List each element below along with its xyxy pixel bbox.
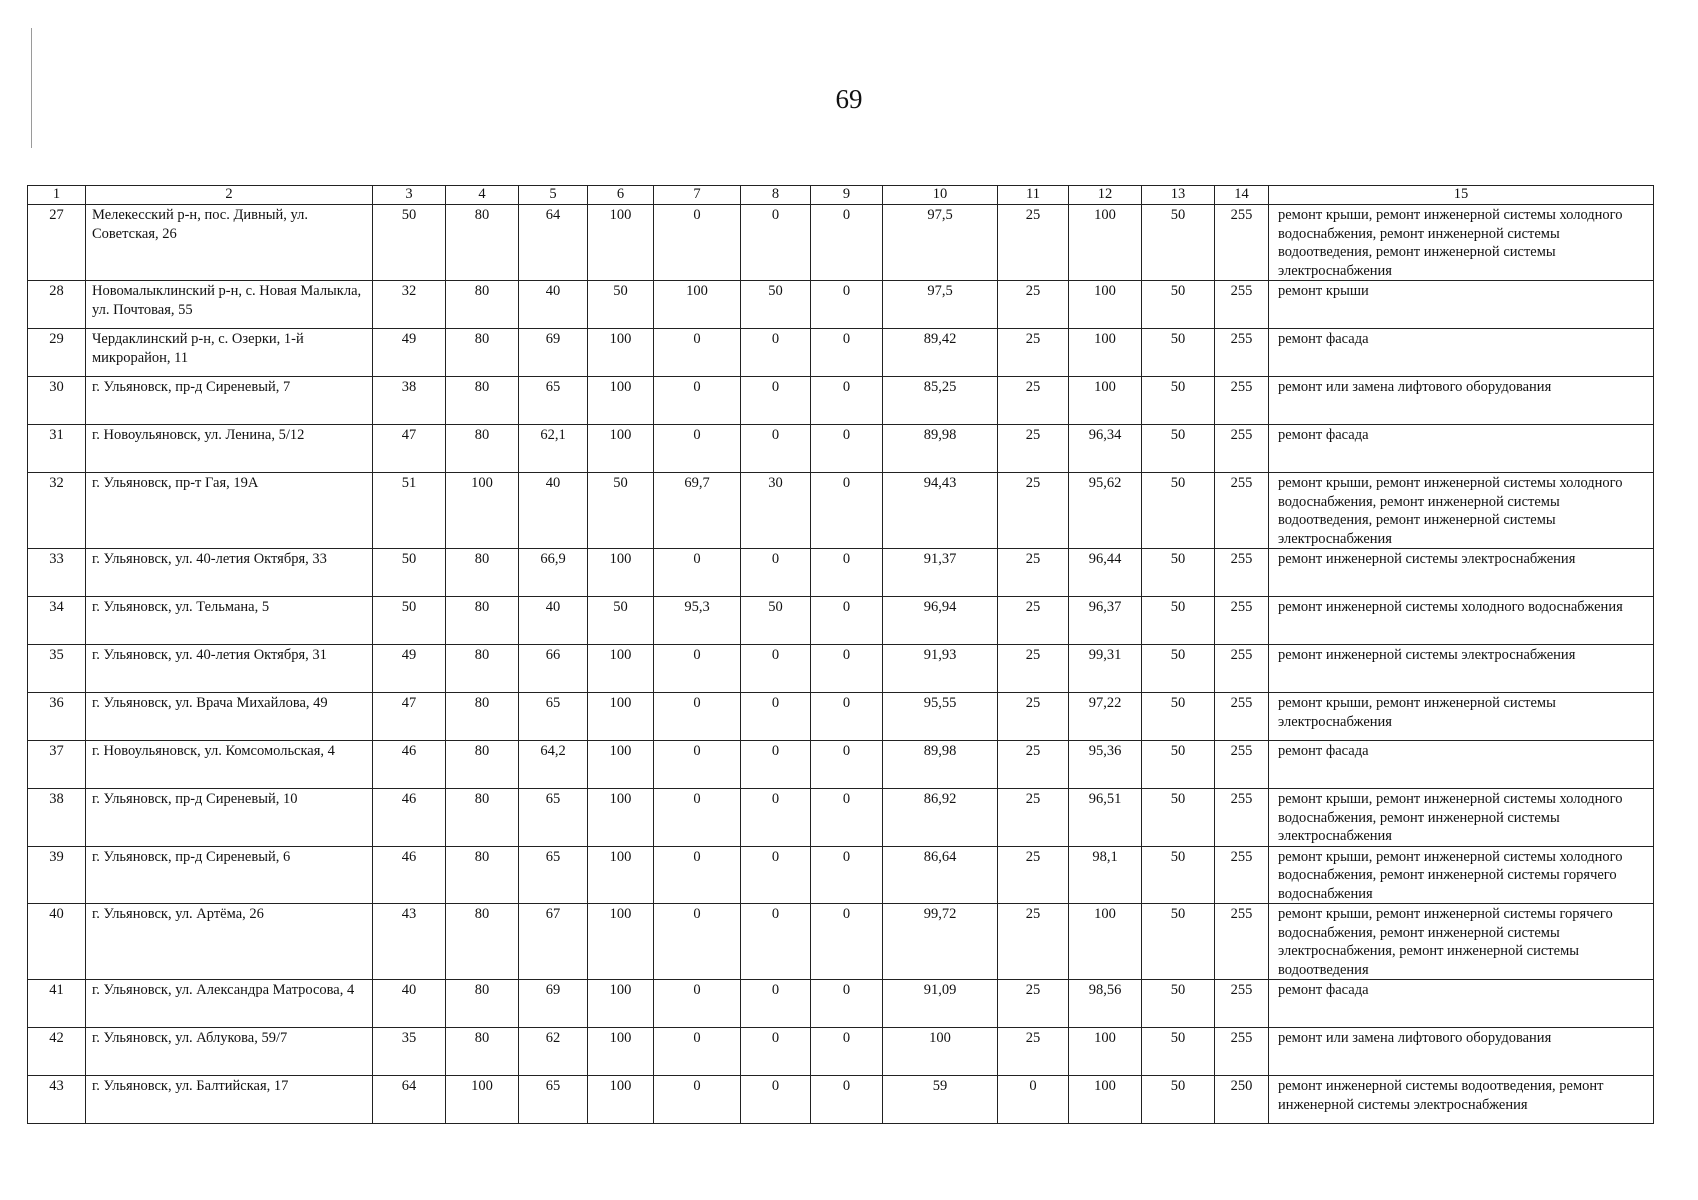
value-cell-col-13: 50 [1142, 425, 1215, 473]
value-cell-col-5: 65 [519, 789, 588, 847]
row-number-cell: 30 [28, 377, 86, 425]
table-row [28, 205, 1654, 281]
value-cell-col-11: 25 [998, 693, 1069, 741]
value-cell-col-13: 50 [1142, 846, 1215, 904]
value-cell-col-9: 0 [811, 904, 883, 980]
value-cell-col-8: 0 [741, 1028, 811, 1076]
value-cell-col-4: 80 [446, 597, 519, 645]
value-cell-col-12: 99,31 [1069, 645, 1142, 693]
value-cell-col-14: 255 [1215, 425, 1269, 473]
address-cell: г. Ульяновск, ул. Аблукова, 59/7 [86, 1028, 373, 1076]
value-cell-col-5: 65 [519, 693, 588, 741]
table-row [28, 329, 1654, 377]
value-cell-col-11: 0 [998, 1076, 1069, 1124]
table-row [28, 425, 1654, 473]
value-cell-col-13: 50 [1142, 789, 1215, 847]
value-cell-col-9: 0 [811, 597, 883, 645]
value-cell-col-9: 0 [811, 425, 883, 473]
value-cell-col-7: 95,3 [654, 597, 741, 645]
value-cell-col-9: 0 [811, 645, 883, 693]
value-cell-col-6: 100 [588, 645, 654, 693]
column-header-8: 8 [741, 186, 811, 205]
row-number-cell: 28 [28, 281, 86, 329]
value-cell-col-11: 25 [998, 473, 1069, 549]
column-header-7: 7 [654, 186, 741, 205]
value-cell-col-12: 100 [1069, 1076, 1142, 1124]
value-cell-col-9: 0 [811, 1028, 883, 1076]
value-cell-col-9: 0 [811, 549, 883, 597]
value-cell-col-13: 50 [1142, 980, 1215, 1028]
value-cell-col-5: 62 [519, 1028, 588, 1076]
value-cell-col-12: 95,62 [1069, 473, 1142, 549]
table-body [28, 205, 1654, 1124]
value-cell-col-4: 80 [446, 329, 519, 377]
address-cell: г. Новоульяновск, ул. Комсомольская, 4 [86, 741, 373, 789]
value-cell-col-4: 100 [446, 1076, 519, 1124]
works-cell: ремонт фасада [1269, 980, 1654, 1028]
value-cell-col-8: 0 [741, 549, 811, 597]
value-cell-col-11: 25 [998, 377, 1069, 425]
value-cell-col-11: 25 [998, 281, 1069, 329]
value-cell-col-9: 0 [811, 205, 883, 281]
value-cell-col-8: 0 [741, 693, 811, 741]
value-cell-col-14: 255 [1215, 846, 1269, 904]
column-header-13: 13 [1142, 186, 1215, 205]
value-cell-col-3: 46 [373, 741, 446, 789]
row-number-cell: 37 [28, 741, 86, 789]
value-cell-col-8: 50 [741, 597, 811, 645]
value-cell-col-14: 255 [1215, 377, 1269, 425]
value-cell-col-10: 59 [883, 1076, 998, 1124]
works-cell: ремонт фасада [1269, 425, 1654, 473]
address-cell: Чердаклинский р-н, с. Озерки, 1-й микрорайон, 11 [86, 329, 373, 377]
value-cell-col-12: 98,1 [1069, 846, 1142, 904]
value-cell-col-6: 100 [588, 425, 654, 473]
value-cell-col-13: 50 [1142, 645, 1215, 693]
value-cell-col-14: 255 [1215, 281, 1269, 329]
address-cell: г. Ульяновск, пр-т Гая, 19А [86, 473, 373, 549]
value-cell-col-13: 50 [1142, 597, 1215, 645]
value-cell-col-11: 25 [998, 645, 1069, 693]
value-cell-col-3: 46 [373, 846, 446, 904]
value-cell-col-4: 80 [446, 425, 519, 473]
table-row [28, 693, 1654, 741]
value-cell-col-6: 100 [588, 205, 654, 281]
value-cell-col-7: 0 [654, 549, 741, 597]
works-cell: ремонт инженерной системы холодного водоснабжения [1269, 597, 1654, 645]
row-number-cell: 41 [28, 980, 86, 1028]
address-cell: г. Ульяновск, ул. Врача Михайлова, 49 [86, 693, 373, 741]
value-cell-col-5: 64 [519, 205, 588, 281]
value-cell-col-5: 66,9 [519, 549, 588, 597]
value-cell-col-5: 67 [519, 904, 588, 980]
value-cell-col-5: 65 [519, 1076, 588, 1124]
value-cell-col-6: 100 [588, 377, 654, 425]
address-cell: г. Ульяновск, ул. Тельмана, 5 [86, 597, 373, 645]
row-number-cell: 42 [28, 1028, 86, 1076]
value-cell-col-5: 40 [519, 597, 588, 645]
value-cell-col-7: 100 [654, 281, 741, 329]
row-number-cell: 34 [28, 597, 86, 645]
works-cell: ремонт фасада [1269, 329, 1654, 377]
table-row [28, 789, 1654, 847]
row-number-cell: 39 [28, 846, 86, 904]
value-cell-col-3: 35 [373, 1028, 446, 1076]
works-cell: ремонт инженерной системы электроснабжения [1269, 549, 1654, 597]
table-row [28, 549, 1654, 597]
value-cell-col-7: 0 [654, 205, 741, 281]
value-cell-col-14: 255 [1215, 693, 1269, 741]
value-cell-col-10: 89,98 [883, 741, 998, 789]
value-cell-col-12: 100 [1069, 1028, 1142, 1076]
column-header-11: 11 [998, 186, 1069, 205]
value-cell-col-9: 0 [811, 980, 883, 1028]
value-cell-col-14: 255 [1215, 741, 1269, 789]
value-cell-col-6: 50 [588, 281, 654, 329]
value-cell-col-13: 50 [1142, 1076, 1215, 1124]
value-cell-col-10: 91,93 [883, 645, 998, 693]
value-cell-col-8: 0 [741, 377, 811, 425]
value-cell-col-10: 86,92 [883, 789, 998, 847]
table-row [28, 1076, 1654, 1124]
value-cell-col-7: 0 [654, 789, 741, 847]
value-cell-col-14: 255 [1215, 205, 1269, 281]
row-number-cell: 40 [28, 904, 86, 980]
value-cell-col-8: 0 [741, 846, 811, 904]
value-cell-col-11: 25 [998, 329, 1069, 377]
value-cell-col-4: 80 [446, 377, 519, 425]
value-cell-col-7: 0 [654, 693, 741, 741]
works-cell: ремонт крыши [1269, 281, 1654, 329]
value-cell-col-10: 91,37 [883, 549, 998, 597]
value-cell-col-3: 32 [373, 281, 446, 329]
address-cell: г. Новоульяновск, ул. Ленина, 5/12 [86, 425, 373, 473]
value-cell-col-8: 0 [741, 789, 811, 847]
value-cell-col-3: 47 [373, 425, 446, 473]
value-cell-col-10: 91,09 [883, 980, 998, 1028]
value-cell-col-8: 0 [741, 904, 811, 980]
row-number-cell: 35 [28, 645, 86, 693]
value-cell-col-8: 30 [741, 473, 811, 549]
value-cell-col-11: 25 [998, 425, 1069, 473]
value-cell-col-14: 255 [1215, 645, 1269, 693]
value-cell-col-14: 255 [1215, 329, 1269, 377]
value-cell-col-6: 100 [588, 789, 654, 847]
value-cell-col-3: 47 [373, 693, 446, 741]
address-cell: Мелекесский р-н, пос. Дивный, ул. Советская, 26 [86, 205, 373, 281]
column-header-1: 1 [28, 186, 86, 205]
value-cell-col-14: 255 [1215, 789, 1269, 847]
value-cell-col-10: 97,5 [883, 205, 998, 281]
value-cell-col-10: 89,42 [883, 329, 998, 377]
value-cell-col-13: 50 [1142, 205, 1215, 281]
value-cell-col-11: 25 [998, 1028, 1069, 1076]
value-cell-col-7: 69,7 [654, 473, 741, 549]
row-number-cell: 43 [28, 1076, 86, 1124]
value-cell-col-3: 51 [373, 473, 446, 549]
value-cell-col-11: 25 [998, 549, 1069, 597]
value-cell-col-13: 50 [1142, 1028, 1215, 1076]
value-cell-col-7: 0 [654, 980, 741, 1028]
value-cell-col-5: 65 [519, 846, 588, 904]
value-cell-col-10: 97,5 [883, 281, 998, 329]
value-cell-col-10: 100 [883, 1028, 998, 1076]
value-cell-col-5: 66 [519, 645, 588, 693]
table-row [28, 597, 1654, 645]
value-cell-col-6: 50 [588, 597, 654, 645]
address-cell: г. Ульяновск, ул. 40-летия Октября, 33 [86, 549, 373, 597]
value-cell-col-9: 0 [811, 473, 883, 549]
value-cell-col-4: 80 [446, 904, 519, 980]
value-cell-col-11: 25 [998, 205, 1069, 281]
value-cell-col-13: 50 [1142, 281, 1215, 329]
value-cell-col-6: 100 [588, 693, 654, 741]
row-number-cell: 29 [28, 329, 86, 377]
value-cell-col-12: 97,22 [1069, 693, 1142, 741]
value-cell-col-6: 100 [588, 1076, 654, 1124]
value-cell-col-12: 100 [1069, 904, 1142, 980]
value-cell-col-13: 50 [1142, 904, 1215, 980]
value-cell-col-6: 100 [588, 549, 654, 597]
table-row [28, 645, 1654, 693]
address-cell: г. Ульяновск, ул. Артёма, 26 [86, 904, 373, 980]
address-cell: г. Ульяновск, ул. 40-летия Октября, 31 [86, 645, 373, 693]
value-cell-col-12: 95,36 [1069, 741, 1142, 789]
value-cell-col-10: 99,72 [883, 904, 998, 980]
value-cell-col-7: 0 [654, 329, 741, 377]
value-cell-col-10: 94,43 [883, 473, 998, 549]
value-cell-col-11: 25 [998, 846, 1069, 904]
address-cell: г. Ульяновск, ул. Балтийская, 17 [86, 1076, 373, 1124]
value-cell-col-7: 0 [654, 1028, 741, 1076]
value-cell-col-4: 80 [446, 645, 519, 693]
value-cell-col-8: 0 [741, 645, 811, 693]
value-cell-col-10: 89,98 [883, 425, 998, 473]
value-cell-col-11: 25 [998, 789, 1069, 847]
works-cell: ремонт или замена лифтового оборудования [1269, 1028, 1654, 1076]
column-header-6: 6 [588, 186, 654, 205]
works-cell: ремонт крыши, ремонт инженерной системы холодного водоснабжения, ремонт инженерной системы электроснабжения [1269, 789, 1654, 847]
works-cell: ремонт инженерной системы электроснабжения [1269, 645, 1654, 693]
value-cell-col-6: 100 [588, 741, 654, 789]
value-cell-col-3: 50 [373, 205, 446, 281]
row-number-cell: 36 [28, 693, 86, 741]
value-cell-col-8: 0 [741, 329, 811, 377]
value-cell-col-4: 100 [446, 473, 519, 549]
value-cell-col-12: 100 [1069, 281, 1142, 329]
value-cell-col-10: 96,94 [883, 597, 998, 645]
column-header-2: 2 [86, 186, 373, 205]
row-number-cell: 27 [28, 205, 86, 281]
value-cell-col-7: 0 [654, 904, 741, 980]
value-cell-col-3: 50 [373, 549, 446, 597]
value-cell-col-5: 62,1 [519, 425, 588, 473]
value-cell-col-9: 0 [811, 846, 883, 904]
row-number-cell: 31 [28, 425, 86, 473]
value-cell-col-4: 80 [446, 980, 519, 1028]
address-cell: г. Ульяновск, пр-д Сиреневый, 6 [86, 846, 373, 904]
value-cell-col-6: 100 [588, 846, 654, 904]
value-cell-col-8: 50 [741, 281, 811, 329]
value-cell-col-4: 80 [446, 693, 519, 741]
column-header-5: 5 [519, 186, 588, 205]
value-cell-col-13: 50 [1142, 693, 1215, 741]
column-header-9: 9 [811, 186, 883, 205]
works-cell: ремонт крыши, ремонт инженерной системы холодного водоснабжения, ремонт инженерной системы водоотведения, ремонт инженерной системы электроснабжения [1269, 473, 1654, 549]
value-cell-col-13: 50 [1142, 741, 1215, 789]
value-cell-col-5: 40 [519, 473, 588, 549]
value-cell-col-8: 0 [741, 205, 811, 281]
value-cell-col-3: 50 [373, 597, 446, 645]
value-cell-col-7: 0 [654, 645, 741, 693]
value-cell-col-5: 64,2 [519, 741, 588, 789]
address-cell: Новомалыклинский р-н, с. Новая Малыкла, ул. Почтовая, 55 [86, 281, 373, 329]
value-cell-col-10: 95,55 [883, 693, 998, 741]
address-cell: г. Ульяновск, пр-д Сиреневый, 10 [86, 789, 373, 847]
value-cell-col-14: 255 [1215, 473, 1269, 549]
value-cell-col-4: 80 [446, 549, 519, 597]
value-cell-col-6: 100 [588, 980, 654, 1028]
value-cell-col-7: 0 [654, 846, 741, 904]
table-row [28, 904, 1654, 980]
value-cell-col-11: 25 [998, 904, 1069, 980]
value-cell-col-6: 50 [588, 473, 654, 549]
column-header-3: 3 [373, 186, 446, 205]
value-cell-col-9: 0 [811, 329, 883, 377]
value-cell-col-9: 0 [811, 789, 883, 847]
value-cell-col-4: 80 [446, 789, 519, 847]
value-cell-col-14: 250 [1215, 1076, 1269, 1124]
value-cell-col-13: 50 [1142, 549, 1215, 597]
value-cell-col-9: 0 [811, 281, 883, 329]
value-cell-col-11: 25 [998, 980, 1069, 1028]
value-cell-col-10: 86,64 [883, 846, 998, 904]
value-cell-col-4: 80 [446, 281, 519, 329]
row-number-cell: 32 [28, 473, 86, 549]
value-cell-col-11: 25 [998, 597, 1069, 645]
value-cell-col-12: 98,56 [1069, 980, 1142, 1028]
page-number: 69 [835, 84, 863, 114]
header-row [28, 186, 1654, 205]
column-header-15: 15 [1269, 186, 1654, 205]
column-header-4: 4 [446, 186, 519, 205]
value-cell-col-7: 0 [654, 425, 741, 473]
column-header-12: 12 [1069, 186, 1142, 205]
value-cell-col-8: 0 [741, 741, 811, 789]
data-table [27, 185, 1654, 1124]
value-cell-col-9: 0 [811, 741, 883, 789]
table-row [28, 377, 1654, 425]
value-cell-col-14: 255 [1215, 1028, 1269, 1076]
value-cell-col-14: 255 [1215, 980, 1269, 1028]
value-cell-col-13: 50 [1142, 377, 1215, 425]
value-cell-col-8: 0 [741, 980, 811, 1028]
value-cell-col-3: 46 [373, 789, 446, 847]
works-cell: ремонт крыши, ремонт инженерной системы электроснабжения [1269, 693, 1654, 741]
value-cell-col-10: 85,25 [883, 377, 998, 425]
address-cell: г. Ульяновск, ул. Александра Матросова, 4 [86, 980, 373, 1028]
value-cell-col-3: 49 [373, 645, 446, 693]
value-cell-col-6: 100 [588, 904, 654, 980]
value-cell-col-3: 64 [373, 1076, 446, 1124]
table-row [28, 741, 1654, 789]
column-header-10: 10 [883, 186, 998, 205]
value-cell-col-5: 69 [519, 329, 588, 377]
value-cell-col-4: 80 [446, 1028, 519, 1076]
table-row [28, 846, 1654, 904]
works-cell: ремонт фасада [1269, 741, 1654, 789]
table-row [28, 980, 1654, 1028]
table-row [28, 281, 1654, 329]
value-cell-col-12: 100 [1069, 205, 1142, 281]
value-cell-col-12: 96,51 [1069, 789, 1142, 847]
value-cell-col-5: 69 [519, 980, 588, 1028]
works-cell: ремонт крыши, ремонт инженерной системы холодного водоснабжения, ремонт инженерной системы водоотведения, ремонт инженерной системы электроснабжения [1269, 205, 1654, 281]
value-cell-col-14: 255 [1215, 549, 1269, 597]
value-cell-col-7: 0 [654, 741, 741, 789]
value-cell-col-9: 0 [811, 1076, 883, 1124]
value-cell-col-3: 43 [373, 904, 446, 980]
works-cell: ремонт или замена лифтового оборудования [1269, 377, 1654, 425]
value-cell-col-14: 255 [1215, 904, 1269, 980]
value-cell-col-8: 0 [741, 1076, 811, 1124]
value-cell-col-5: 40 [519, 281, 588, 329]
works-cell: ремонт крыши, ремонт инженерной системы горячего водоснабжения, ремонт инженерной системы электроснабжения, ремонт инженерной системы водоотведения [1269, 904, 1654, 980]
value-cell-col-4: 80 [446, 741, 519, 789]
row-number-cell: 33 [28, 549, 86, 597]
works-cell: ремонт инженерной системы водоотведения, ремонт инженерной системы электроснабжения [1269, 1076, 1654, 1124]
value-cell-col-7: 0 [654, 377, 741, 425]
value-cell-col-6: 100 [588, 1028, 654, 1076]
row-number-cell: 38 [28, 789, 86, 847]
value-cell-col-11: 25 [998, 741, 1069, 789]
column-header-14: 14 [1215, 186, 1269, 205]
table-row [28, 473, 1654, 549]
value-cell-col-3: 40 [373, 980, 446, 1028]
value-cell-col-9: 0 [811, 693, 883, 741]
value-cell-col-12: 96,37 [1069, 597, 1142, 645]
value-cell-col-6: 100 [588, 329, 654, 377]
value-cell-col-4: 80 [446, 205, 519, 281]
value-cell-col-3: 49 [373, 329, 446, 377]
value-cell-col-12: 100 [1069, 329, 1142, 377]
value-cell-col-12: 96,44 [1069, 549, 1142, 597]
value-cell-col-4: 80 [446, 846, 519, 904]
value-cell-col-5: 65 [519, 377, 588, 425]
value-cell-col-9: 0 [811, 377, 883, 425]
address-cell: г. Ульяновск, пр-д Сиреневый, 7 [86, 377, 373, 425]
value-cell-col-13: 50 [1142, 329, 1215, 377]
value-cell-col-12: 100 [1069, 377, 1142, 425]
value-cell-col-14: 255 [1215, 597, 1269, 645]
value-cell-col-8: 0 [741, 425, 811, 473]
value-cell-col-13: 50 [1142, 473, 1215, 549]
value-cell-col-3: 38 [373, 377, 446, 425]
works-cell: ремонт крыши, ремонт инженерной системы холодного водоснабжения, ремонт инженерной системы горячего водоснабжения [1269, 846, 1654, 904]
value-cell-col-12: 96,34 [1069, 425, 1142, 473]
table-row [28, 1028, 1654, 1076]
value-cell-col-7: 0 [654, 1076, 741, 1124]
